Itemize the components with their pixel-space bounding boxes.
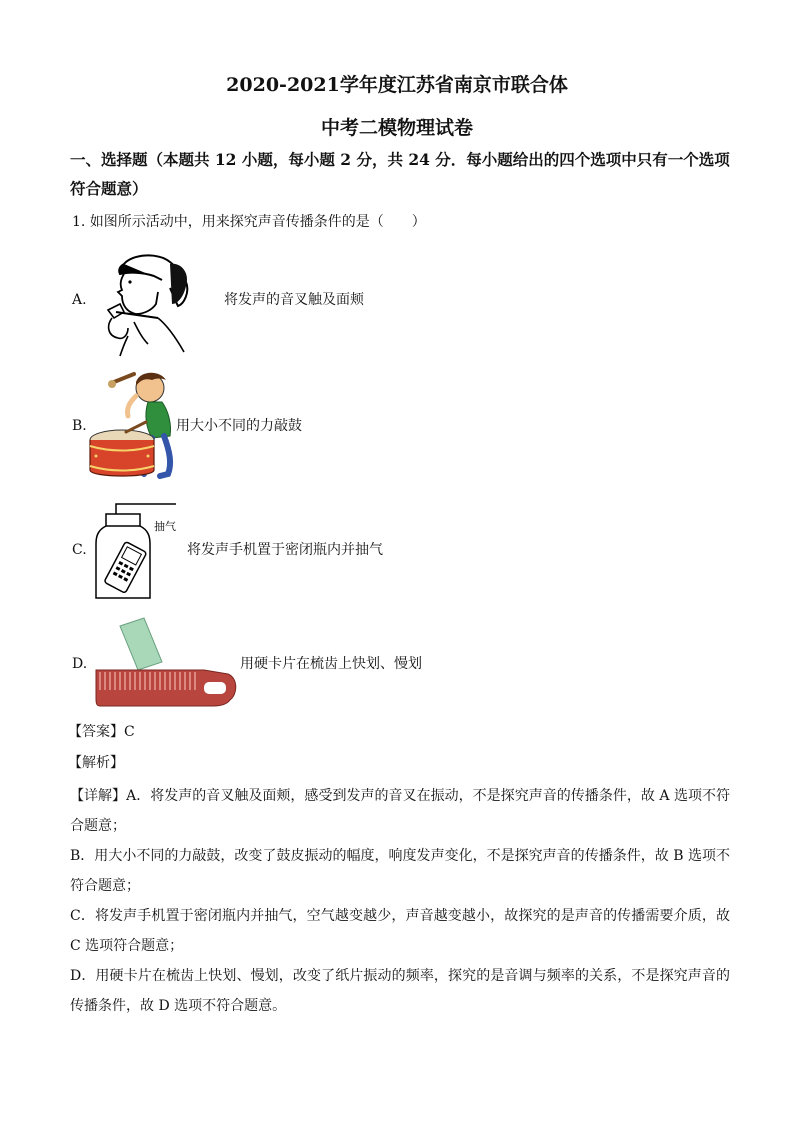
boy-drum-illustration [86, 366, 178, 484]
pump-label: 抽气 [154, 520, 176, 533]
page-subtitle: 中考二模物理试卷 [320, 117, 473, 139]
answer-value: C [124, 724, 135, 740]
answer-line [68, 722, 135, 742]
option-d-text: 用硬卡片在梳齿上快划、慢划 [240, 656, 422, 672]
section-heading: 一、选择题（本题共 12 小题，每小题 2 分，共 24 分．每小题给出的四个选项中只有一个选项符合题意） [70, 150, 730, 198]
option-a-letter: A. [72, 292, 87, 308]
explanation-b: B．用大小不同的力敲鼓，改变了鼓皮振动的幅度，响度发声变化，不是探究声音的传播条件，故 B 选项不符合题意； [70, 848, 730, 894]
explanation [70, 781, 730, 1021]
option-a-text: 将发声的音叉触及面颊 [224, 292, 364, 308]
option-b-text: 用大小不同的力敲鼓 [176, 418, 302, 434]
girl-tuning-fork-illustration [98, 252, 190, 356]
question-stem: 1. 如图所示活动中，用来探究声音传播条件的是（ ） [72, 214, 426, 230]
card-comb-illustration [92, 618, 242, 710]
analysis-label: 【解析】 [68, 755, 124, 771]
option-c-letter: C. [72, 542, 87, 558]
explanation-a: 【详解】A．将发声的音叉触及面颊，感受到发声的音叉在振动，不是探究声音的传播条件，故 A 选项不符合题意； [70, 788, 730, 834]
option-c-text: 将发声手机置于密闭瓶内并抽气 [187, 542, 383, 558]
page-title: 2020-2021学年度江苏省南京市联合体 [226, 74, 568, 96]
answer-label: 【答案】 [68, 724, 124, 740]
explanation-c: C．将发声手机置于密闭瓶内并抽气，空气越变越少，声音越变越小，故探究的是声音的传播需要介质，故 C 选项符合题意； [70, 908, 730, 954]
phone-in-jar-illustration [94, 500, 186, 602]
option-d-letter: D. [72, 656, 88, 672]
explanation-d: D．用硬卡片在梳齿上快划、慢划，改变了纸片振动的频率，探究的是音调与频率的关系，不是探究声音的传播条件，故 D 选项不符合题意。 [70, 968, 730, 1014]
option-b-letter: B. [72, 418, 87, 434]
